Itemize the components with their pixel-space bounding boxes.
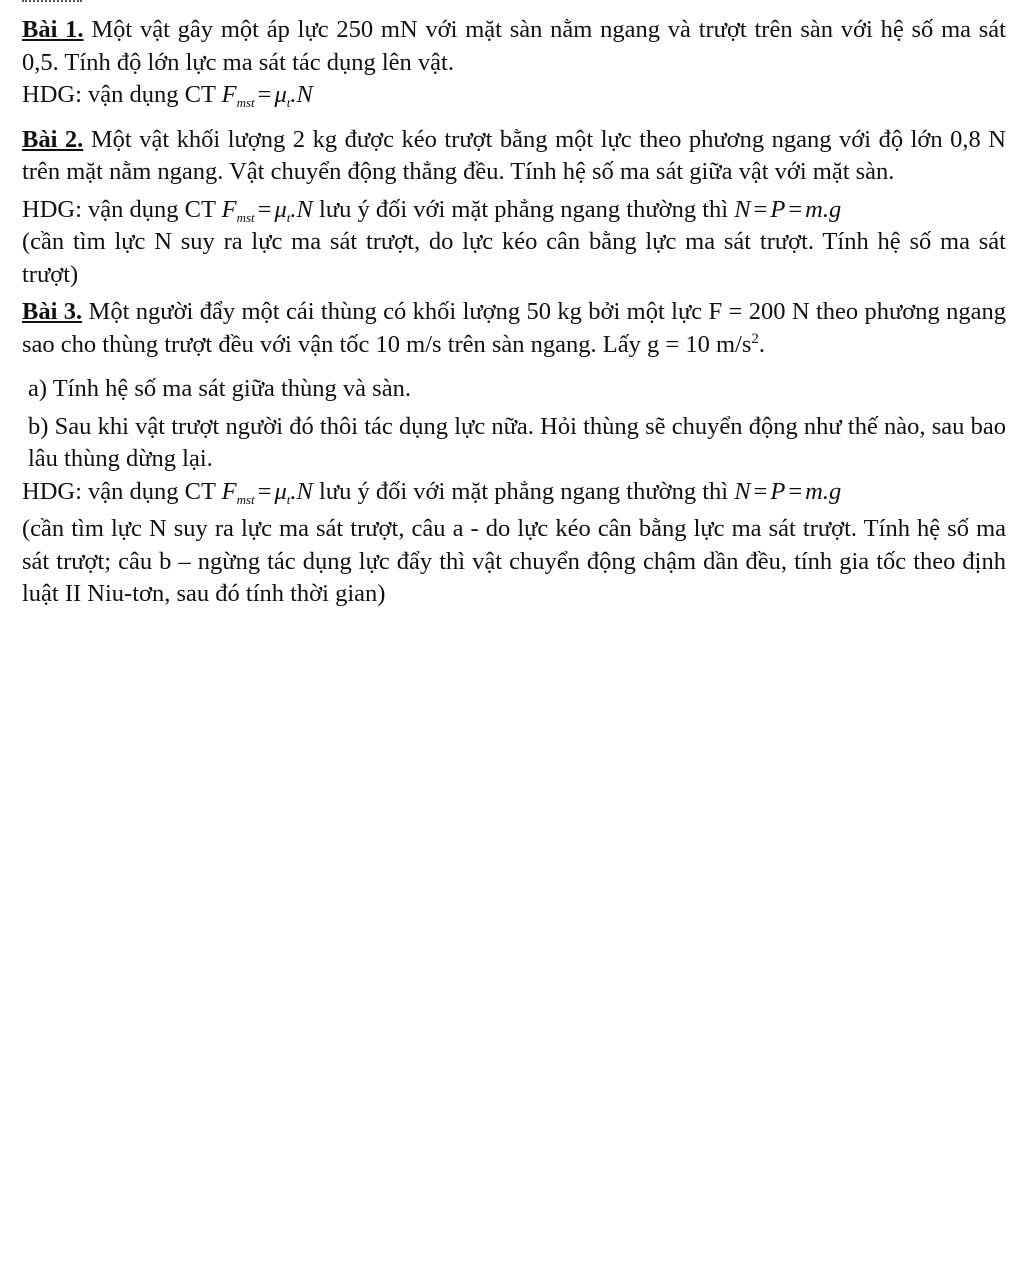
bai3-friction-formula: $F_{mst} = \mu_t.N$	[221, 477, 313, 507]
bai3-hdg-middle: lưu ý đối với mặt phẳng ngang thường thì	[312, 477, 735, 505]
bai1-title: Bài 1.	[22, 16, 84, 43]
bai3-part-b: b) Sau khi vật trượt người đó thôi tác dụng lực nữa. Hỏi thùng sẽ chuyển động như thế nào, sau bao lâu thùng dừng lại.	[28, 412, 1006, 472]
bai3-title: Bài 3.	[22, 298, 83, 325]
bai1-hdg-prefix: HDG: vận dụng CT	[22, 81, 222, 108]
bai2-normal-force-formula: N = P = m.g	[734, 195, 842, 223]
bai3-normal-force-formula: N = P = m.g	[734, 477, 842, 505]
cropped-previous-line	[22, 0, 82, 5]
bai3-hdg-prefix: HDG: vận dụng CT	[22, 477, 222, 505]
bai2-hdg	[22, 194, 1006, 227]
bai2-statement	[22, 124, 1006, 189]
bai2-friction-formula: $F_{mst} = \mu_t.N$	[221, 195, 313, 225]
bai3-hdg-note: (cần tìm lực N suy ra lực ma sát trượt, câu a - do lực kéo cân bằng lực ma sát trượt. Tính hệ số ma sát trượt; câu b – ngừng tác dụng lực đẩy thì vật chuyển động chậm dần đều, tính gia tốc theo định luật II Niu-tơn, sau đó tính thời gian)	[22, 515, 1006, 607]
bai1-statement	[22, 14, 1006, 79]
bai3-part-a: a) Tính hệ số ma sát giữa thùng và sàn.	[28, 375, 411, 402]
bai3-statement	[22, 296, 1006, 361]
bai1-friction-formula: $F_{mst} = \mu_t.N$	[221, 81, 313, 110]
bai2-hdg-prefix: HDG: vận dụng CT	[22, 195, 222, 223]
bai3-text: Một người đẩy một cái thùng có khối lượng 50 kg bởi một lực F = 200 N theo phương ngang sao cho thùng trượt đều với vận tốc 10 m/s trên sàn ngang. Lấy g = 10 m/s	[22, 298, 1007, 358]
bai2-text: Một vật khối lượng 2 kg được kéo trượt bằng một lực theo phương ngang với độ lớn 0,8 N trên mặt nằm ngang. Vật chuyển động thẳng đều. Tính hệ số ma sát giữa vật với mặt sàn.	[22, 125, 1006, 185]
document-page	[22, 14, 1006, 611]
bai2-hdg-note: (cần tìm lực N suy ra lực ma sát trượt, do lực kéo cân bằng lực ma sát trượt. Tính hệ số ma sát trượt)	[22, 228, 1006, 288]
bai2-hdg-middle: lưu ý đối với mặt phẳng ngang thường thì	[312, 195, 735, 223]
bai3-end: .	[758, 330, 765, 358]
bai2-title: Bài 2.	[22, 125, 84, 153]
bai3-exponent: 2	[751, 330, 759, 347]
bai1-text: Một vật gây một áp lực 250 mN với mặt sàn nằm ngang và trượt trên sàn với hệ số ma sát 0,5. Tính độ lớn lực ma sát tác dụng lên vật.	[22, 16, 1006, 76]
bai1-hdg	[22, 79, 1006, 112]
bai3-hdg	[22, 476, 1006, 509]
